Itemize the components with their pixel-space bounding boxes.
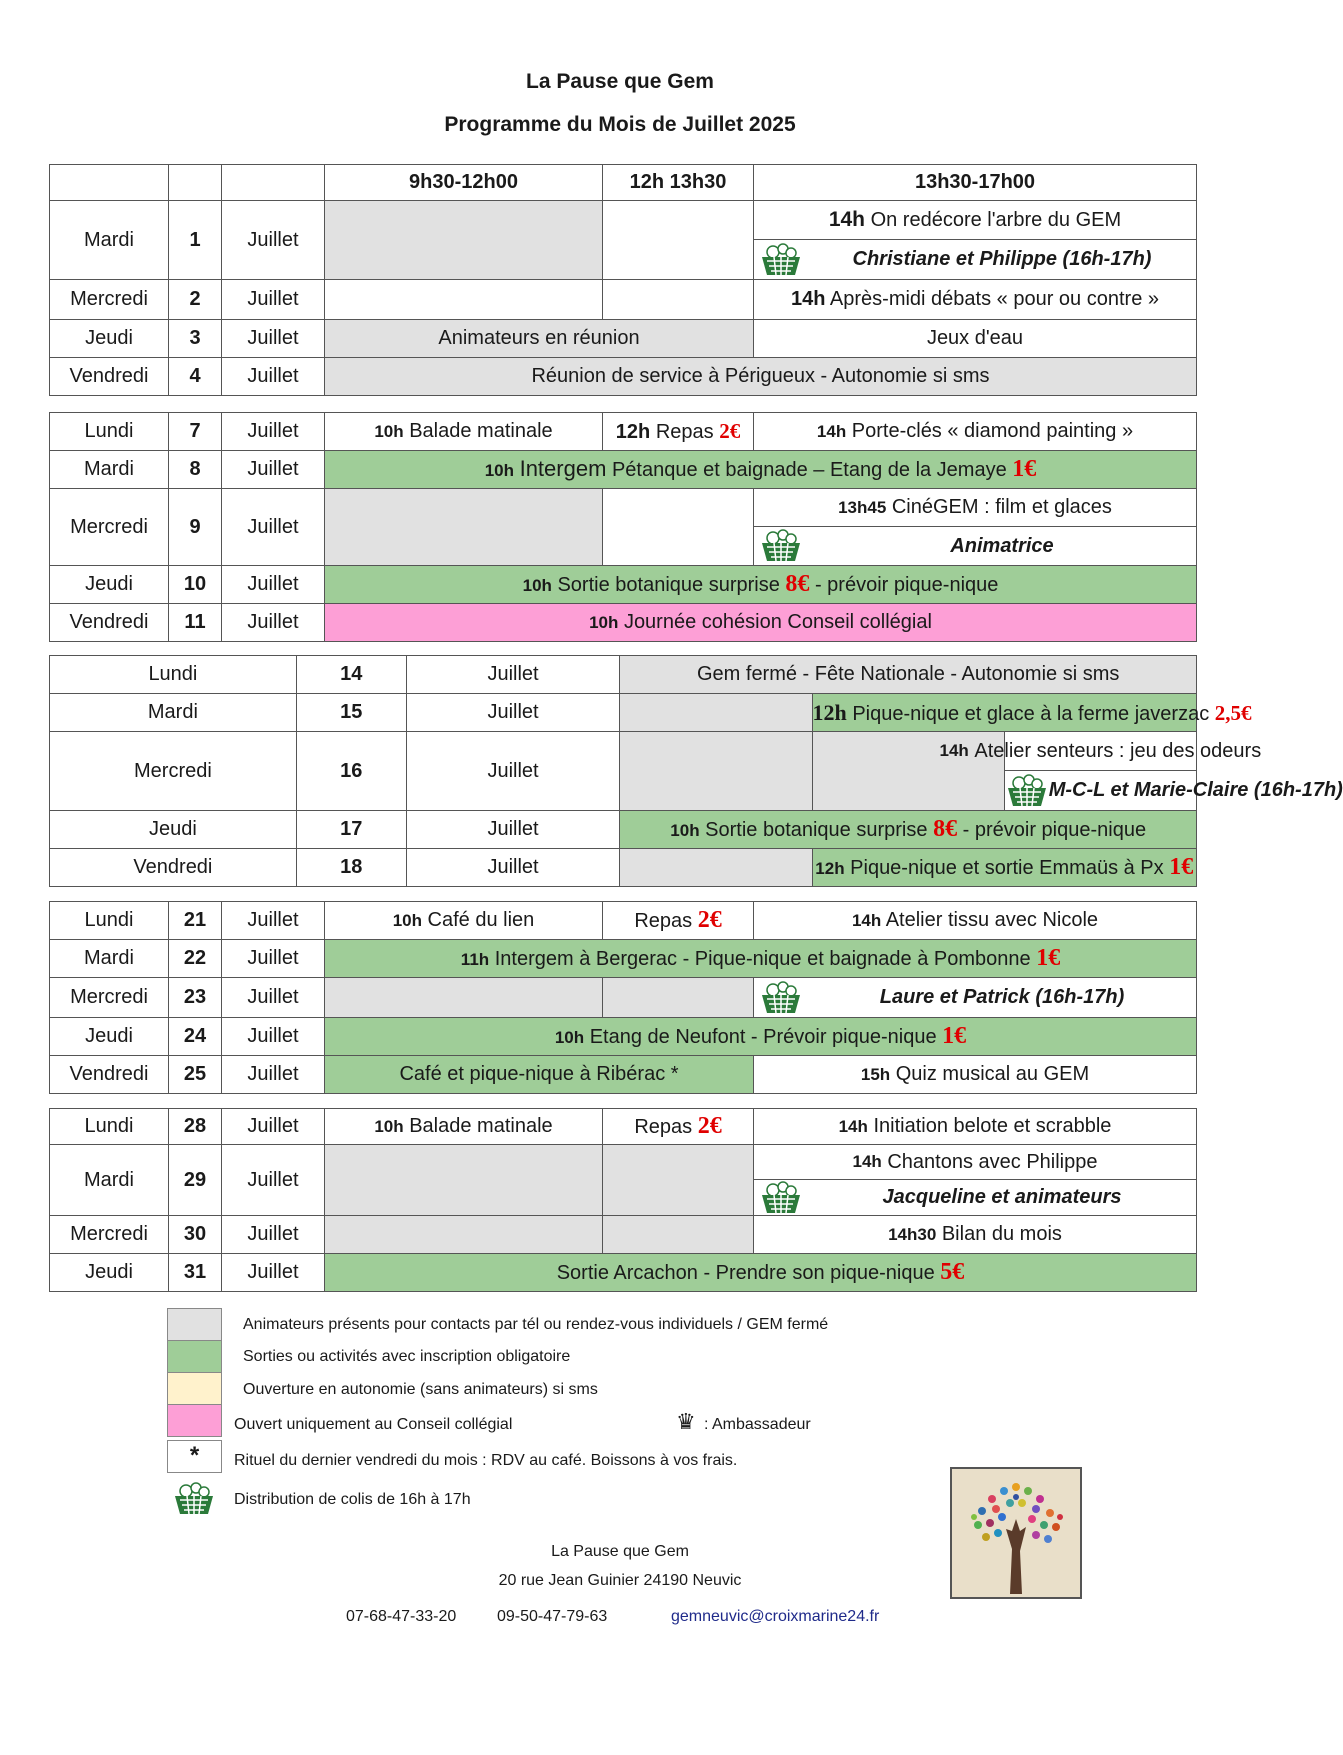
day-number: 25: [169, 1056, 222, 1094]
legend-swatch-star: *: [167, 1440, 222, 1473]
crown-icon: ♛: [676, 1409, 696, 1434]
activity-text: Café et pique-nique à Ribérac *: [325, 1056, 754, 1094]
day-number: 29: [169, 1145, 222, 1216]
activity-text: Sortie botanique surprise: [557, 574, 780, 596]
host-text: Laure et Patrick (16h-17h): [879, 986, 1125, 1008]
day-number: 1: [169, 201, 222, 280]
day-name: Jeudi: [50, 1254, 169, 1292]
activity-text: Pique-nique et glace à la ferme javerzac: [852, 702, 1210, 725]
activity-text: Atelier senteurs : jeu des odeurs: [974, 739, 1262, 762]
activity-text: Gem fermé - Fête Nationale - Autonomie si sms: [620, 656, 1197, 694]
activity-text: Etang de Neufont - Prévoir pique-nique: [589, 1026, 937, 1048]
price-label: 2€: [697, 907, 722, 933]
footer-phone-1: 07-68-47-33-20: [346, 1608, 457, 1625]
footer-phone-2: 09-50-47-79-63: [497, 1608, 608, 1625]
activity-text: Pique-nique et sortie Emmaüs à Px: [850, 857, 1164, 879]
legend-pink-text: Ouvert uniquement au Conseil collégial: [234, 1416, 513, 1433]
host-text: Christiane et Philippe (16h-17h): [852, 248, 1152, 270]
month: Juillet: [222, 978, 325, 1018]
table-row: [50, 358, 1197, 396]
time-label: 14h: [852, 1152, 882, 1171]
footer-email[interactable]: gemneuvic@croixmarine24.fr: [671, 1608, 880, 1625]
schedule-week-5: [49, 1108, 1197, 1292]
month: Juillet: [222, 489, 325, 566]
activity-text: Chantons avec Philippe: [887, 1150, 1098, 1173]
activity-text: Bilan du mois: [941, 1223, 1062, 1245]
day-name: Mardi: [50, 451, 169, 489]
schedule-week-2: [49, 412, 1197, 642]
table-header-row: [50, 165, 1197, 201]
table-row: [50, 732, 1197, 811]
day-name: Jeudi: [50, 1018, 169, 1056]
day-name: Mardi: [50, 201, 169, 280]
org-title: La Pause que Gem: [526, 70, 714, 93]
activity-text: Sortie Arcachon - Prendre son pique-nique: [556, 1262, 935, 1284]
page-title: Programme du Mois de Juillet 2025: [444, 113, 796, 136]
table-row: [50, 1109, 1197, 1145]
schedule-week-3: [49, 655, 1343, 887]
day-name: Mercredi: [50, 732, 297, 811]
day-name: Vendredi: [50, 358, 169, 396]
day-name: Mardi: [50, 940, 169, 978]
price-label: 2€: [719, 419, 741, 443]
activity-text: CinéGEM : film et glaces: [891, 496, 1112, 518]
time-label: 10h: [554, 1028, 585, 1047]
price-label: 1€: [1036, 945, 1061, 971]
month: Juillet: [222, 566, 325, 604]
day-number: 18: [296, 849, 406, 887]
month: Juillet: [222, 451, 325, 489]
time-label: 10h: [374, 422, 404, 441]
activity-text: Intergem: [519, 456, 607, 481]
price-label: 2€: [697, 1113, 722, 1139]
month: Juillet: [222, 1056, 325, 1094]
table-row: [50, 1056, 1197, 1094]
table-row: [50, 489, 1197, 566]
day-number: 28: [169, 1109, 222, 1145]
legend-swatch-cream: [167, 1372, 222, 1405]
time-label: 14h: [828, 208, 865, 231]
day-name: Vendredi: [50, 1056, 169, 1094]
day-number: 31: [169, 1254, 222, 1292]
table-row: [50, 1254, 1197, 1292]
table-row: [50, 604, 1197, 642]
legend-green-text: Sorties ou activités avec inscription obligatoire: [243, 1348, 571, 1365]
table-row: [50, 694, 1197, 732]
month: Juillet: [222, 902, 325, 940]
month: Juillet: [406, 849, 620, 887]
time-label: 14h: [939, 741, 969, 760]
time-label: 10h: [670, 821, 700, 840]
time-label: 10h: [589, 613, 619, 632]
legend-swatch-green: [167, 1340, 222, 1373]
day-name: Jeudi: [50, 566, 169, 604]
time-label: 14h: [791, 288, 826, 310]
table-row: [50, 566, 1197, 604]
activity-text: Repas: [634, 910, 693, 932]
col-morning: 9h30-12h00: [325, 165, 603, 201]
basket-icon: [172, 1482, 216, 1516]
day-name: Mercredi: [50, 1216, 169, 1254]
host-text: Jacqueline et animateurs: [882, 1186, 1122, 1208]
time-label: 14h: [816, 422, 847, 441]
day-number: 8: [169, 451, 222, 489]
activity-text: Repas: [634, 1116, 693, 1138]
day-number: 3: [169, 320, 222, 358]
footer-address: 20 rue Jean Guinier 24190 Neuvic: [498, 1572, 742, 1589]
activity-text: Balade matinale: [409, 1115, 553, 1137]
price-label: 8€: [785, 571, 810, 597]
time-label: 10h: [522, 576, 552, 595]
col-afternoon: 13h30-17h00: [754, 165, 1197, 201]
day-number: 16: [296, 732, 406, 811]
day-name: Mercredi: [50, 978, 169, 1018]
activity-text: Sortie botanique surprise: [705, 819, 928, 841]
month: Juillet: [222, 604, 325, 642]
day-name: Vendredi: [50, 604, 169, 642]
price-label: 8€: [933, 816, 958, 842]
time-label: 12h: [615, 421, 651, 443]
month: Juillet: [222, 1216, 325, 1254]
price-label: 1€: [942, 1023, 967, 1049]
host-text: M-C-L et Marie-Claire (16h-17h): [1048, 779, 1343, 801]
table-row: [50, 280, 1197, 320]
day-number: 4: [169, 358, 222, 396]
price-label: 5€: [940, 1259, 965, 1285]
legend-swatch-grey: [167, 1308, 222, 1341]
day-number: 15: [296, 694, 406, 732]
time-label: 10h: [374, 1117, 404, 1136]
month: Juillet: [406, 656, 620, 694]
table-row: [50, 451, 1197, 489]
activity-text: Quiz musical au GEM: [895, 1063, 1090, 1085]
month: Juillet: [222, 413, 325, 451]
legend-star-text: Rituel du dernier vendredi du mois : RDV au café. Boissons à vos frais.: [234, 1452, 738, 1469]
month: Juillet: [222, 358, 325, 396]
day-name: Mardi: [50, 694, 297, 732]
activity-text: Pétanque et baignade – Etang de la Jemaye: [611, 459, 1007, 481]
day-number: 14: [296, 656, 406, 694]
day-name: Mardi: [50, 1145, 169, 1216]
month: Juillet: [222, 1145, 325, 1216]
legend-grey-text: Animateurs présents pour contacts par tél ou rendez-vous individuels / GEM fermé: [243, 1316, 829, 1333]
month: Juillet: [406, 694, 620, 732]
basket-icon: [759, 1181, 803, 1215]
activity-text: Initiation belote et scrabble: [873, 1115, 1112, 1137]
day-name: Jeudi: [50, 811, 297, 849]
month: Juillet: [222, 1109, 325, 1145]
month: Juillet: [406, 811, 620, 849]
day-name: Lundi: [50, 656, 297, 694]
activity-text: - prévoir pique-nique: [962, 819, 1147, 841]
basket-icon: [759, 243, 803, 277]
legend-cream-text: Ouverture en autonomie (sans animateurs) si sms: [243, 1381, 598, 1398]
day-name: Jeudi: [50, 320, 169, 358]
time-label: 14h: [838, 1117, 868, 1136]
legend-basket-text: Distribution de colis de 16h à 17h: [234, 1491, 471, 1508]
time-label: 12h: [812, 699, 847, 725]
price-label: 1€: [1012, 456, 1037, 482]
activity-text: - prévoir pique-nique: [814, 574, 999, 596]
day-number: 23: [169, 978, 222, 1018]
day-number: 22: [169, 940, 222, 978]
time-label: 10h: [392, 911, 422, 930]
day-number: 21: [169, 902, 222, 940]
month: Juillet: [406, 732, 620, 811]
schedule-week-4: [49, 901, 1197, 1094]
table-row: [50, 413, 1197, 451]
basket-icon: [759, 981, 803, 1015]
table-row: [50, 656, 1197, 694]
activity-text: Réunion de service à Périgueux - Autonomie si sms: [325, 358, 1197, 396]
day-number: 7: [169, 413, 222, 451]
day-name: Lundi: [50, 413, 169, 451]
activity-text: Atelier tissu avec Nicole: [885, 909, 1099, 931]
time-label: 14h30: [888, 1225, 937, 1244]
month: Juillet: [222, 940, 325, 978]
activity-text: Balade matinale: [409, 420, 553, 442]
day-number: 17: [296, 811, 406, 849]
day-name: Vendredi: [50, 849, 297, 887]
day-number: 2: [169, 280, 222, 320]
time-label: 10h: [484, 461, 515, 480]
activity-text: Intergem à Bergerac - Pique-nique et baignade à Pombonne: [494, 948, 1031, 970]
day-number: 9: [169, 489, 222, 566]
table-row: [50, 902, 1197, 940]
footer-name: La Pause que Gem: [551, 1543, 689, 1560]
day-name: Mercredi: [50, 280, 169, 320]
table-row: [50, 940, 1197, 978]
table-row: [50, 811, 1197, 849]
basket-icon: [1005, 774, 1049, 808]
price-label: 2,5€: [1214, 700, 1252, 725]
day-name: Lundi: [50, 1109, 169, 1145]
table-row: [50, 1216, 1197, 1254]
price-label: 1€: [1169, 854, 1194, 880]
time-label: 13h45: [838, 497, 887, 517]
activity-text: Après-midi débats « pour ou contre »: [829, 288, 1159, 310]
month: Juillet: [222, 1254, 325, 1292]
day-name: Lundi: [50, 902, 169, 940]
time-label: 11h: [460, 950, 490, 969]
month: Juillet: [222, 320, 325, 358]
col-midday: 12h 13h30: [603, 165, 754, 201]
schedule-week-1: [49, 164, 1197, 396]
table-row: [50, 201, 1197, 280]
basket-icon: [759, 529, 803, 563]
host-text: Animatrice: [950, 534, 1054, 557]
legend-swatch-pink: [167, 1404, 222, 1437]
day-number: 10: [169, 566, 222, 604]
month: Juillet: [222, 280, 325, 320]
activity-text: Animateurs en réunion: [325, 320, 754, 358]
day-number: 30: [169, 1216, 222, 1254]
activity-text: Café du lien: [427, 909, 535, 931]
table-row: [50, 849, 1197, 887]
table-row: [50, 1145, 1197, 1216]
table-row: [50, 978, 1197, 1018]
time-label: 12h: [815, 859, 845, 878]
activity-text: Journée cohésion Conseil collégial: [623, 611, 932, 633]
table-row: [50, 1018, 1197, 1056]
legend-ambassador-text: : Ambassadeur: [704, 1416, 811, 1433]
month: Juillet: [222, 1018, 325, 1056]
time-label: 14h: [851, 911, 882, 930]
activity-text: Jeux d'eau: [754, 320, 1197, 358]
day-number: 24: [169, 1018, 222, 1056]
day-name: Mercredi: [50, 489, 169, 566]
activity-text: Repas: [655, 421, 714, 443]
time-label: 15h: [860, 1065, 891, 1084]
table-row: [50, 320, 1197, 358]
activity-text: On redécore l'arbre du GEM: [870, 208, 1122, 231]
month: Juillet: [222, 201, 325, 280]
day-number: 11: [169, 604, 222, 642]
activity-text: Porte-clés « diamond painting »: [851, 420, 1134, 442]
